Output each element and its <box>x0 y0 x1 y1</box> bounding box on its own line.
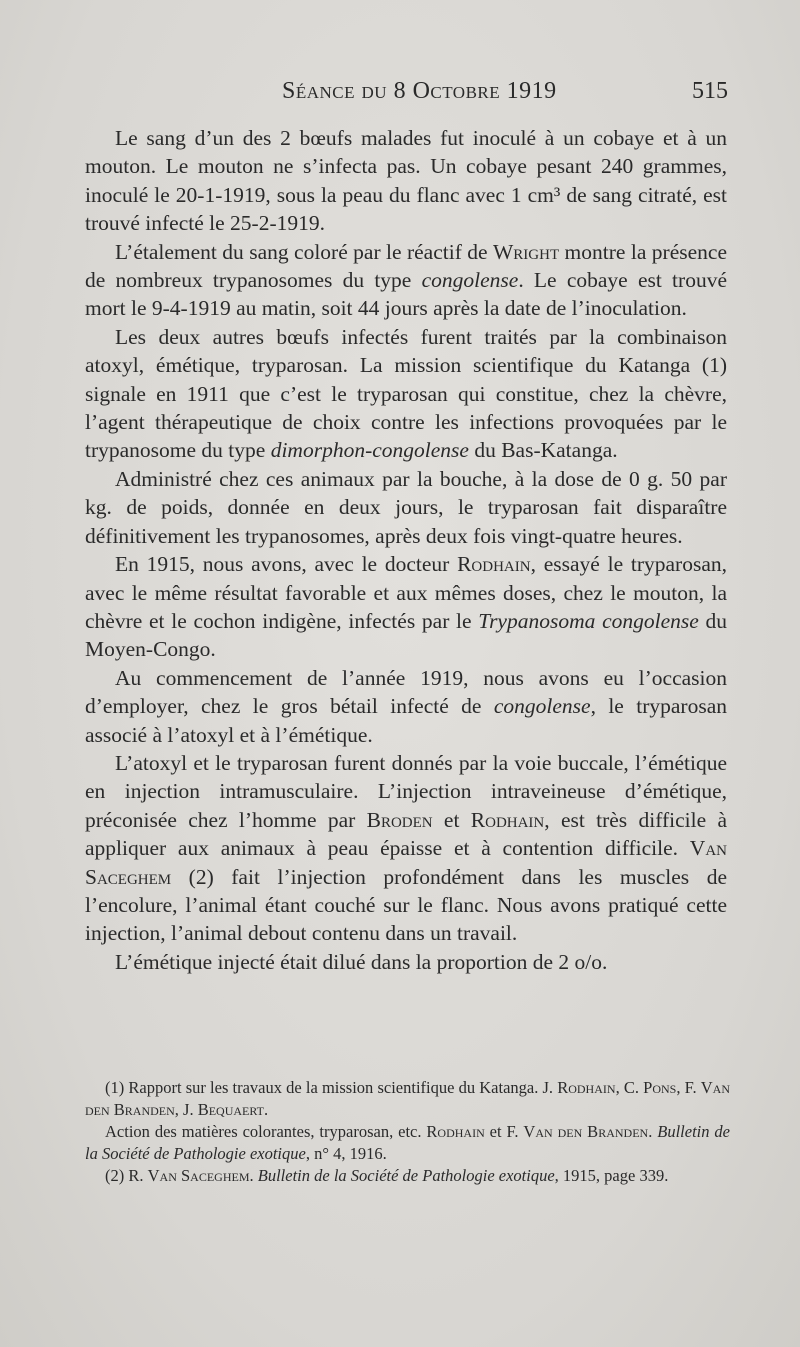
text-run: , est très difficile à appliquer aux animaux à peau épaisse et à contention difficile. <box>85 807 727 861</box>
author-name: Rodhain <box>557 1078 616 1097</box>
text-run: , F. <box>676 1078 701 1097</box>
text-run: Les deux autres bœufs infectés furent traités par la combinaison atoxyl, émétique, tryparosan. La mission scientifique du Katanga (1) signale en 1911 que c’est le tryparosan qui constitue, chez la chèvre, l’agent thérapeutique de choix contre les infections provoquées par le trypanosome du type <box>85 324 727 463</box>
paragraph-8: L’émétique injecté était dilué dans la proportion de 2 o/o. <box>115 949 608 974</box>
text-run: Au commencement de l’année 1919, nous avons eu l’occasion d’employer, chez le gros bétail infecté de <box>85 665 727 719</box>
author-name: Van den Branden <box>523 1122 649 1141</box>
page-number: 515 <box>692 78 728 104</box>
paragraph-3 <box>85 323 727 465</box>
footnote-1 <box>85 1077 730 1121</box>
paragraph-2 <box>85 238 727 323</box>
text-run: (1) Rapport sur les travaux de la mission scientifique du Katanga. J. <box>105 1078 558 1097</box>
paragraph-5 <box>85 550 727 664</box>
author-name: Rodhain <box>470 807 545 832</box>
footnotes <box>85 1077 730 1187</box>
author-name: Wright <box>493 239 560 264</box>
author-name: Van den Branden <box>85 1078 730 1119</box>
text-run: (2) fait l’injection profondément dans les muscles de l’encolure, l’animal étant couché sur le flanc. Nous avons pratiqué cette injection, l’animal debout contenu dans un travail. <box>85 864 727 946</box>
author-name: Rodhain <box>426 1122 485 1141</box>
text-run: montre la présence de nombreux trypanosomes du type <box>85 239 727 293</box>
body-text <box>85 124 727 976</box>
paragraph-4: Administré chez ces animaux par la bouche, à la dose de 0 g. 50 par kg. de poids, donnée en deux jours, le tryparosan fait disparaître définitivement les trypanosomes, après deux fois vingt-quatre heures. <box>85 466 727 548</box>
text-run: , n° 4, 1916. <box>305 1144 387 1163</box>
author-name: Bequaert <box>197 1100 264 1119</box>
text-run: et <box>432 807 471 832</box>
footnote-2 <box>85 1165 730 1187</box>
text-run: , J. <box>174 1100 198 1119</box>
journal-title: Bulletin de la Société de Pathologie exotique <box>85 1122 731 1163</box>
text-run: . <box>648 1122 658 1141</box>
italic-term: congolense <box>421 268 519 293</box>
italic-term: congolense <box>493 694 591 719</box>
paragraph-1: Le sang d’un des 2 bœufs malades fut inoculé à un cobaye et à un mouton. Le mouton ne s’infecta pas. Un cobaye pesant 240 grammes, inoculé le 20-1-1919, sous la peau du flanc avec 1 cm³ de sang citraté, est trouvé infecté le 25-2-1919. <box>85 126 727 236</box>
text-run: , C. <box>615 1078 644 1097</box>
text-run: . <box>249 1166 258 1185</box>
text-run: L’étalement du sang coloré par le réactif de <box>115 239 493 264</box>
text-run: En 1915, nous avons, avec le docteur <box>115 552 458 577</box>
text-run: , essayé le tryparosan, avec le même résultat favorable et aux mêmes doses, chez le mouton, la chèvre et le cochon indigène, infectés par le <box>85 552 727 633</box>
text-run: (2) R. <box>105 1166 148 1185</box>
text-run: . Le cobaye est trouvé mort le 9-4-1919 au matin, soit 44 jours après la date de l’inoculation. <box>85 268 727 321</box>
text-run: Action des matières colorantes, tryparosan, etc. <box>105 1122 427 1141</box>
journal-title: Bulletin de la Société de Pathologie exotique <box>257 1166 555 1185</box>
author-name: Van Saceghem <box>147 1166 250 1185</box>
paragraph-7 <box>85 749 727 948</box>
text-run: , le tryparosan associé à l’atoxyl et à l’émétique. <box>85 694 727 747</box>
author-name: Pons <box>643 1078 677 1097</box>
footnote-1-continued <box>85 1121 730 1165</box>
text-run: du Moyen-Congo. <box>85 608 728 662</box>
author-name: Rodhain <box>457 552 531 577</box>
running-head-title: Séance du 8 Octobre 1919 <box>282 78 557 104</box>
author-name: Broden <box>366 807 433 832</box>
text-run: . <box>264 1100 269 1119</box>
running-head <box>0 78 800 114</box>
paragraph-6 <box>85 664 727 749</box>
author-name: Van Saceghem <box>85 836 727 889</box>
italic-term: Trypanosoma congolense <box>478 608 699 633</box>
text-run: du Bas-Katanga. <box>468 438 618 463</box>
text-run: et F. <box>484 1122 524 1141</box>
text-run: , 1915, page 339. <box>554 1166 669 1185</box>
italic-term: dimorphon-congolense <box>270 438 469 463</box>
text-run: L’atoxyl et le tryparosan furent donnés par la voie buccale, l’émétique en injection intramusculaire. L’injection intraveineuse d’émétique, préconisée chez l’homme par <box>85 750 727 832</box>
